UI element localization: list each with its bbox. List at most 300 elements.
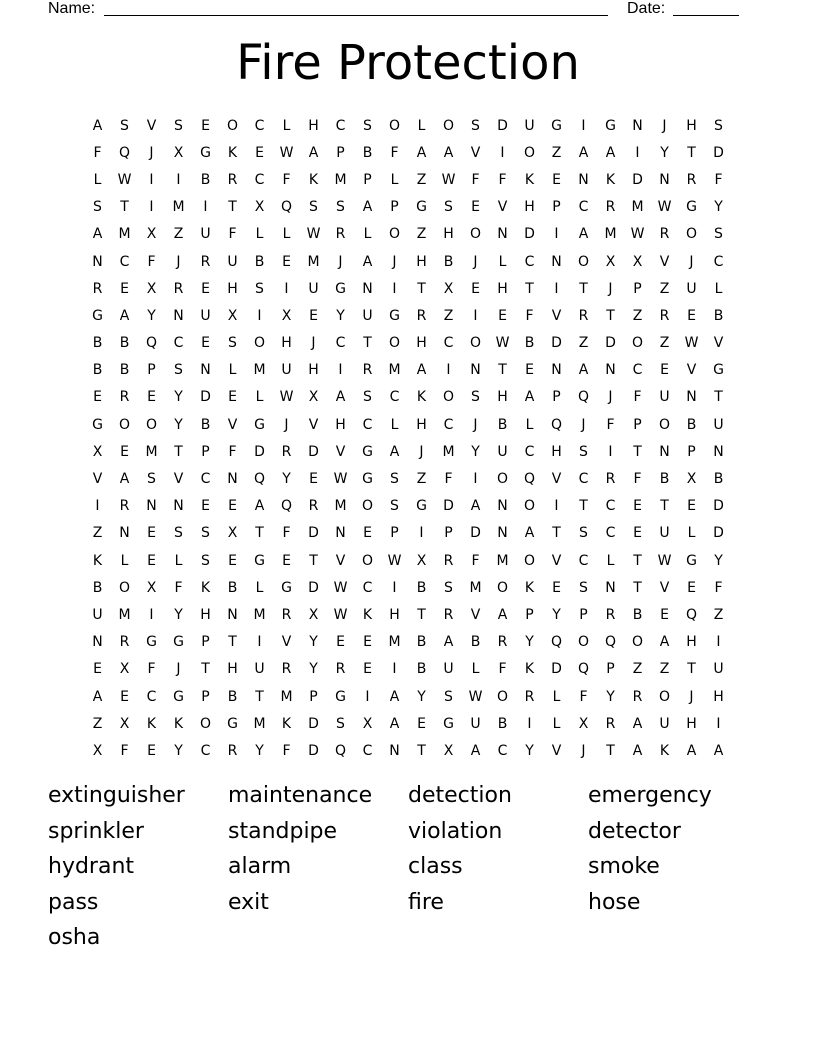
grid-row bbox=[84, 710, 732, 737]
grid-letter: G bbox=[416, 498, 427, 515]
grid-letter: U bbox=[200, 226, 211, 243]
grid-letter: E bbox=[309, 307, 318, 324]
grid-letter: T bbox=[417, 280, 426, 297]
grid-letter: O bbox=[577, 253, 590, 270]
grid-row bbox=[84, 683, 732, 710]
word-list-item: extinguisher bbox=[48, 783, 185, 808]
grid-letter: R bbox=[362, 362, 373, 379]
grid-letter: A bbox=[416, 362, 427, 379]
grid-letter: Z bbox=[173, 226, 184, 243]
grid-letter: F bbox=[714, 171, 723, 188]
grid-letter: A bbox=[389, 715, 400, 732]
grid-letter: D bbox=[200, 389, 211, 406]
grid-letter: G bbox=[389, 307, 400, 324]
grid-letter: W bbox=[279, 389, 294, 406]
grid-letter: I bbox=[149, 606, 154, 623]
grid-letter: Q bbox=[280, 498, 293, 515]
word-list-item: standpipe bbox=[228, 818, 338, 844]
grid-letter: Q bbox=[118, 144, 131, 161]
grid-letter: U bbox=[470, 715, 481, 732]
grid-letter: J bbox=[689, 253, 694, 270]
grid-letter: B bbox=[92, 579, 103, 596]
grid-letter: Y bbox=[174, 606, 183, 623]
grid-letter: W bbox=[333, 606, 348, 623]
grid-letter: B bbox=[254, 253, 265, 270]
grid-letter: T bbox=[120, 199, 129, 216]
grid-letter: E bbox=[552, 579, 561, 596]
grid-letter: C bbox=[146, 688, 157, 705]
grid-letter: N bbox=[497, 498, 508, 515]
grid-letter: T bbox=[525, 280, 534, 297]
grid-letter: N bbox=[605, 579, 616, 596]
grid-letter: X bbox=[443, 280, 454, 297]
grid-letter: M bbox=[118, 226, 131, 243]
grid-letter: J bbox=[608, 280, 613, 297]
grid-letter: I bbox=[257, 307, 262, 324]
grid-letter: O bbox=[442, 117, 455, 134]
grid-letter: N bbox=[173, 498, 184, 515]
grid-letter: I bbox=[554, 280, 559, 297]
grid-letter: R bbox=[578, 307, 589, 324]
grid-letter: E bbox=[255, 144, 264, 161]
grid-letter: G bbox=[686, 552, 697, 569]
grid-letter: K bbox=[281, 715, 292, 732]
grid-letter: E bbox=[228, 389, 237, 406]
grid-letter: U bbox=[686, 280, 697, 297]
grid-letter: D bbox=[605, 335, 616, 352]
grid-letter: Z bbox=[551, 144, 562, 161]
grid-letter: B bbox=[686, 416, 697, 433]
grid-letter: H bbox=[389, 606, 400, 623]
grid-letter: I bbox=[716, 715, 721, 732]
grid-letter: K bbox=[173, 715, 184, 732]
grid-letter: V bbox=[146, 117, 157, 134]
grid-letter: U bbox=[659, 715, 670, 732]
grid-letter: G bbox=[713, 362, 724, 379]
grid-letter: W bbox=[387, 552, 402, 569]
grid-letter: A bbox=[362, 253, 373, 270]
word-list-item: maintenance bbox=[228, 783, 373, 808]
grid-row bbox=[84, 384, 732, 411]
grid-letter: B bbox=[362, 144, 373, 161]
grid-letter: A bbox=[578, 362, 589, 379]
grid-letter: L bbox=[390, 171, 399, 188]
grid-letter: J bbox=[473, 253, 478, 270]
grid-letter: O bbox=[631, 335, 644, 352]
grid-letter: S bbox=[363, 389, 372, 406]
grid-letter: V bbox=[659, 253, 670, 270]
grid-letter: G bbox=[146, 634, 157, 651]
grid-letter: V bbox=[551, 552, 562, 569]
grid-letter: H bbox=[308, 117, 319, 134]
grid-letter: X bbox=[443, 742, 454, 759]
grid-letter: K bbox=[362, 606, 373, 623]
grid-letter: A bbox=[632, 742, 643, 759]
grid-letter: K bbox=[227, 144, 238, 161]
date-label: Date: bbox=[627, 0, 666, 17]
grid-letter: A bbox=[119, 307, 130, 324]
grid-letter: T bbox=[633, 443, 642, 460]
grid-letter: A bbox=[443, 634, 454, 651]
grid-letter: U bbox=[659, 389, 670, 406]
grid-letter: F bbox=[147, 661, 156, 678]
grid-letter: A bbox=[92, 688, 103, 705]
grid-letter: V bbox=[470, 606, 481, 623]
grid-letter: T bbox=[417, 742, 426, 759]
grid-letter: U bbox=[362, 307, 373, 324]
grid-letter: O bbox=[361, 552, 374, 569]
grid-letter: Z bbox=[659, 280, 670, 297]
grid-letter: C bbox=[254, 171, 265, 188]
grid-letter: H bbox=[281, 335, 292, 352]
grid-letter: F bbox=[471, 552, 480, 569]
grid-letter: X bbox=[578, 715, 589, 732]
grid-letter: L bbox=[471, 661, 480, 678]
grid-letter: D bbox=[524, 226, 535, 243]
grid-letter: H bbox=[443, 226, 454, 243]
grid-letter: Y bbox=[309, 634, 318, 651]
grid-letter: E bbox=[363, 634, 372, 651]
grid-letter: R bbox=[119, 634, 130, 651]
grid-letter: A bbox=[416, 144, 427, 161]
grid-letter: Y bbox=[309, 661, 318, 678]
grid-letter: R bbox=[443, 552, 454, 569]
grid-letter: S bbox=[471, 389, 480, 406]
grid-letter: R bbox=[119, 389, 130, 406]
grid-letter: D bbox=[551, 335, 562, 352]
grid-letter: N bbox=[119, 525, 130, 542]
grid-letter: F bbox=[282, 525, 291, 542]
grid-letter: T bbox=[363, 335, 372, 352]
grid-letter: H bbox=[227, 661, 238, 678]
grid-letter: R bbox=[281, 606, 292, 623]
grid-letter: X bbox=[146, 280, 157, 297]
grid-letter: I bbox=[392, 661, 397, 678]
grid-letter: Q bbox=[685, 606, 698, 623]
grid-letter: H bbox=[497, 389, 508, 406]
grid-letter: N bbox=[362, 280, 373, 297]
grid-letter: A bbox=[659, 634, 670, 651]
grid-letter: C bbox=[200, 742, 211, 759]
grid-letter: M bbox=[253, 362, 266, 379]
grid-letter: D bbox=[308, 742, 319, 759]
grid-letter: B bbox=[92, 335, 103, 352]
grid-letter: I bbox=[635, 144, 640, 161]
word-list-item: exit bbox=[228, 889, 269, 915]
grid-letter: T bbox=[309, 552, 318, 569]
grid-letter: B bbox=[416, 661, 427, 678]
grid-letter: X bbox=[227, 307, 238, 324]
grid-letter: B bbox=[92, 362, 103, 379]
grid-letter: Q bbox=[334, 742, 347, 759]
grid-letter: R bbox=[605, 199, 616, 216]
grid-letter: T bbox=[714, 389, 723, 406]
grid-letter: U bbox=[524, 117, 535, 134]
grid-row bbox=[84, 139, 732, 166]
grid-letter: P bbox=[444, 525, 453, 542]
grid-letter: N bbox=[227, 606, 238, 623]
grid-letter: P bbox=[201, 688, 210, 705]
grid-letter: E bbox=[363, 661, 372, 678]
grid-letter: T bbox=[579, 498, 588, 515]
grid-letter: S bbox=[255, 280, 264, 297]
grid-letter: H bbox=[416, 253, 427, 270]
grid-letter: F bbox=[93, 144, 102, 161]
grid-letter: A bbox=[389, 688, 400, 705]
grid-letter: H bbox=[227, 280, 238, 297]
grid-letter: R bbox=[227, 171, 238, 188]
grid-row bbox=[84, 574, 732, 601]
grid-row bbox=[84, 493, 732, 520]
grid-letter: G bbox=[416, 199, 427, 216]
grid-letter: O bbox=[118, 579, 131, 596]
grid-letter: W bbox=[657, 199, 672, 216]
grid-letter: O bbox=[442, 389, 455, 406]
grid-letter: J bbox=[419, 443, 424, 460]
grid-letter: Y bbox=[174, 742, 183, 759]
grid-letter: S bbox=[336, 715, 345, 732]
grid-letter: P bbox=[633, 416, 642, 433]
grid-letter: C bbox=[578, 471, 589, 488]
grid-letter: B bbox=[497, 715, 508, 732]
grid-letter: P bbox=[390, 525, 399, 542]
grid-letter: X bbox=[146, 226, 157, 243]
grid-row bbox=[84, 275, 732, 302]
grid-letter: N bbox=[146, 498, 157, 515]
grid-letter: B bbox=[470, 634, 481, 651]
grid-letter: O bbox=[388, 335, 401, 352]
grid-letter: L bbox=[552, 688, 561, 705]
grid-row bbox=[84, 656, 732, 683]
grid-letter: X bbox=[254, 199, 265, 216]
grid-letter: S bbox=[444, 199, 453, 216]
grid-letter: H bbox=[686, 634, 697, 651]
grid-letter: D bbox=[497, 117, 508, 134]
grid-letter: S bbox=[120, 117, 129, 134]
grid-row bbox=[84, 302, 732, 329]
grid-letter: T bbox=[228, 634, 237, 651]
grid-letter: I bbox=[284, 280, 289, 297]
grid-letter: O bbox=[226, 117, 239, 134]
grid-letter: Y bbox=[174, 389, 183, 406]
grid-letter: A bbox=[362, 199, 373, 216]
grid-row bbox=[84, 629, 732, 656]
grid-letter: J bbox=[176, 253, 181, 270]
grid-letter: J bbox=[581, 742, 586, 759]
grid-letter: A bbox=[92, 117, 103, 134]
grid-letter: E bbox=[282, 552, 291, 569]
grid-letter: U bbox=[497, 443, 508, 460]
grid-letter: Q bbox=[253, 471, 266, 488]
grid-letter: O bbox=[631, 634, 644, 651]
grid-letter: J bbox=[311, 335, 316, 352]
grid-letter: F bbox=[282, 742, 291, 759]
grid-letter: Y bbox=[282, 471, 291, 488]
grid-letter: H bbox=[713, 688, 724, 705]
grid-letter: N bbox=[578, 171, 589, 188]
grid-letter: N bbox=[497, 525, 508, 542]
grid-letter: Y bbox=[714, 199, 723, 216]
grid-letter: N bbox=[92, 253, 103, 270]
grid-letter: Z bbox=[416, 171, 427, 188]
grid-letter: B bbox=[227, 579, 238, 596]
grid-letter: L bbox=[228, 362, 237, 379]
name-field-line[interactable] bbox=[104, 0, 608, 16]
grid-letter: H bbox=[416, 416, 427, 433]
grid-letter: G bbox=[173, 688, 184, 705]
grid-letter: T bbox=[633, 552, 642, 569]
grid-letter: L bbox=[687, 525, 696, 542]
grid-letter: D bbox=[713, 144, 724, 161]
grid-letter: C bbox=[524, 443, 535, 460]
grid-letter: O bbox=[469, 226, 482, 243]
grid-letter: I bbox=[419, 525, 424, 542]
grid-letter: K bbox=[524, 661, 535, 678]
grid-letter: E bbox=[147, 742, 156, 759]
grid-letter: W bbox=[279, 144, 294, 161]
grid-row bbox=[84, 411, 732, 438]
letter-grid bbox=[84, 112, 732, 765]
grid-letter: L bbox=[255, 389, 264, 406]
grid-letter: Y bbox=[660, 144, 669, 161]
grid-letter: V bbox=[335, 552, 346, 569]
grid-letter: A bbox=[524, 389, 535, 406]
grid-letter: X bbox=[92, 443, 103, 460]
grid-letter: Y bbox=[471, 443, 480, 460]
word-list-item: emergency bbox=[588, 783, 712, 808]
grid-letter: J bbox=[581, 416, 586, 433]
grid-row bbox=[84, 112, 732, 139]
grid-letter: X bbox=[92, 742, 103, 759]
grid-letter: W bbox=[495, 335, 510, 352]
grid-letter: I bbox=[554, 498, 559, 515]
grid-letter: K bbox=[92, 552, 103, 569]
grid-letter: E bbox=[309, 471, 318, 488]
grid-letter: E bbox=[498, 307, 507, 324]
grid-letter: V bbox=[551, 471, 562, 488]
grid-letter: A bbox=[443, 144, 454, 161]
grid-letter: P bbox=[363, 171, 372, 188]
grid-letter: I bbox=[608, 443, 613, 460]
grid-letter: I bbox=[149, 199, 154, 216]
grid-letter: O bbox=[658, 416, 671, 433]
grid-letter: R bbox=[443, 606, 454, 623]
grid-letter: W bbox=[441, 171, 456, 188]
grid-letter: Z bbox=[92, 525, 103, 542]
grid-letter: P bbox=[606, 661, 615, 678]
grid-letter: A bbox=[308, 144, 319, 161]
grid-letter: I bbox=[581, 117, 586, 134]
grid-letter: T bbox=[417, 606, 426, 623]
grid-letter: N bbox=[605, 362, 616, 379]
grid-letter: X bbox=[119, 661, 130, 678]
grid-letter: C bbox=[362, 742, 373, 759]
grid-letter: S bbox=[444, 688, 453, 705]
grid-letter: I bbox=[338, 362, 343, 379]
grid-letter: G bbox=[335, 688, 346, 705]
word-list-item: alarm bbox=[228, 854, 292, 879]
grid-letter: V bbox=[551, 307, 562, 324]
grid-letter: Z bbox=[632, 307, 643, 324]
grid-letter: L bbox=[282, 226, 291, 243]
grid-letter: E bbox=[687, 498, 696, 515]
grid-letter: Y bbox=[525, 634, 534, 651]
grid-letter: Q bbox=[550, 416, 563, 433]
grid-letter: E bbox=[147, 552, 156, 569]
grid-letter: H bbox=[524, 199, 535, 216]
grid-letter: L bbox=[417, 117, 426, 134]
grid-row bbox=[84, 357, 732, 384]
grid-letter: F bbox=[120, 742, 129, 759]
grid-letter: G bbox=[254, 552, 265, 569]
grid-letter: R bbox=[119, 498, 130, 515]
grid-letter: V bbox=[713, 335, 724, 352]
grid-letter: R bbox=[227, 742, 238, 759]
grid-letter: V bbox=[173, 471, 184, 488]
grid-letter: V bbox=[551, 742, 562, 759]
grid-letter: Z bbox=[659, 661, 670, 678]
grid-letter: N bbox=[497, 226, 508, 243]
grid-letter: R bbox=[659, 226, 670, 243]
grid-letter: I bbox=[392, 280, 397, 297]
grid-letter: T bbox=[606, 307, 615, 324]
grid-letter: R bbox=[335, 661, 346, 678]
grid-letter: Q bbox=[523, 471, 536, 488]
grid-letter: N bbox=[713, 443, 724, 460]
grid-letter: I bbox=[203, 199, 208, 216]
grid-letter: R bbox=[605, 715, 616, 732]
grid-letter: H bbox=[551, 443, 562, 460]
grid-letter: Y bbox=[255, 742, 264, 759]
grid-letter: S bbox=[174, 525, 183, 542]
grid-letter: A bbox=[92, 226, 103, 243]
grid-letter: B bbox=[632, 606, 643, 623]
grid-letter: I bbox=[149, 171, 154, 188]
grid-letter: V bbox=[281, 634, 292, 651]
grid-letter: D bbox=[713, 498, 724, 515]
grid-letter: E bbox=[282, 253, 291, 270]
grid-letter: G bbox=[92, 307, 103, 324]
grid-letter: N bbox=[470, 362, 481, 379]
grid-letter: H bbox=[335, 416, 346, 433]
grid-letter: P bbox=[390, 199, 399, 216]
grid-letter: J bbox=[689, 688, 694, 705]
grid-letter: R bbox=[335, 226, 346, 243]
grid-letter: D bbox=[308, 715, 319, 732]
grid-letter: D bbox=[713, 525, 724, 542]
grid-letter: S bbox=[309, 199, 318, 216]
grid-letter: O bbox=[118, 416, 131, 433]
grid-letter: B bbox=[227, 688, 238, 705]
grid-letter: I bbox=[473, 471, 478, 488]
grid-letter: B bbox=[497, 416, 508, 433]
grid-letter: B bbox=[443, 253, 454, 270]
grid-letter: G bbox=[605, 117, 616, 134]
grid-letter: P bbox=[525, 606, 534, 623]
grid-letter: D bbox=[308, 525, 319, 542]
grid-letter: K bbox=[416, 389, 427, 406]
grid-letter: O bbox=[658, 688, 671, 705]
grid-letter: T bbox=[255, 525, 264, 542]
date-field-line[interactable] bbox=[673, 0, 739, 16]
grid-letter: E bbox=[363, 525, 372, 542]
grid-letter: O bbox=[145, 416, 158, 433]
grid-letter: S bbox=[390, 471, 399, 488]
grid-letter: V bbox=[92, 471, 103, 488]
grid-letter: W bbox=[684, 335, 699, 352]
grid-letter: P bbox=[579, 606, 588, 623]
grid-letter: S bbox=[714, 117, 723, 134]
